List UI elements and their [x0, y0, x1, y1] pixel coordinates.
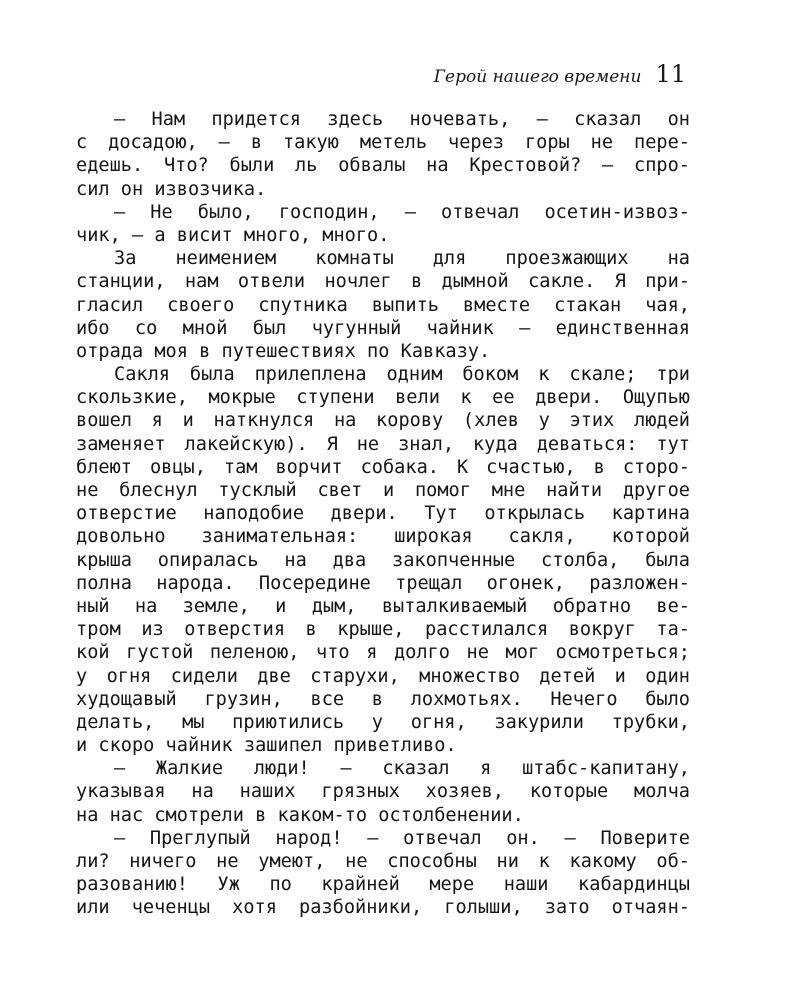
text-line: — Жалкие люди! — сказал я штабс-капитану, [114, 758, 690, 780]
text-line: — Преглупый народ! — отвечал он. — Поверите [114, 827, 690, 849]
text-line: За неимением комнаты для проезжающих на [114, 248, 690, 270]
text-line: — Нам придется здесь ночевать, — сказал он [114, 109, 690, 130]
text-line: крыша опиралась на два закопченные столба, была [76, 549, 690, 571]
text-line: гласил своего спутника выпить вместе стакан чая, [76, 294, 690, 316]
text-line: или чеченцы хотя разбойники, голыши, зато отчаян- [76, 897, 690, 919]
text-line: чик, — а висит много, много. [76, 224, 390, 246]
text-line: отверстие наподобие двери. Тут открылась картина [76, 503, 690, 525]
text-line: указывая на наших грязных хозяев, которые молча [76, 781, 690, 803]
text-line: на нас смотрели в каком-то остолбенении. [76, 804, 524, 826]
text-line: у огня сидели две старухи, множество детей и один [76, 665, 690, 687]
text-line: с досадою, — в такую метель через горы не пере- [76, 132, 690, 154]
text-line: вошел я и наткнулся на корову (хлев у этих людей [76, 410, 690, 432]
page-number: 11 [655, 60, 686, 88]
page-text [76, 108, 690, 920]
text-line: не блеснул тусклый свет и помог мне найти другое [76, 480, 690, 501]
text-line: отрада моя в путешествиях по Кавказу. [76, 340, 491, 362]
text-line: ный на земле, и дым, выталкиваемый обратно ве- [76, 595, 690, 617]
text-line: худощавый грузин, все в лохмотьях. Нечего было [76, 688, 690, 710]
running-title: Герой нашего времени [433, 67, 642, 87]
text-line: едешь. Что? были ль обвалы на Крестовой? — спро- [76, 155, 690, 177]
text-line: сил он извозчика. [76, 178, 267, 200]
text-line: тром из отверстия в крыше, расстилался вокруг та- [76, 619, 690, 641]
page-header [434, 60, 686, 88]
text-line: заменяет лакейскую). Я не знал, куда деваться: тут [76, 433, 690, 455]
text-line: делать, мы приютились у огня, закурили трубки, [76, 711, 690, 733]
text-line: — Не было, господин, — отвечал осетин-извоз- [114, 201, 690, 223]
text-line: ибо со мной был чугунный чайник — единственная [76, 317, 690, 339]
text-line: ли? ничего не умеют, не способны ни к какому об- [76, 851, 690, 872]
text-line: довольно занимательная: широкая сакля, которой [76, 526, 690, 548]
text-line: кой густой пеленою, что я долго не мог осмотреться; [76, 642, 690, 664]
text-line: блеют овцы, там ворчит собака. К счастью, в сторо- [76, 456, 690, 478]
text-line: скользкие, мокрые ступени вели к ее двери. Ощупью [76, 387, 690, 409]
text-line: станции, нам отвели ночлег в дымной сакле. Я при- [76, 271, 690, 293]
text-line: и скоро чайник зашипел приветливо. [76, 735, 457, 757]
text-line: разованию! Уж по крайней мере наши кабардинцы [76, 874, 690, 896]
text-line: Сакля была прилеплена одним боком к скале; три [114, 364, 690, 386]
text-line: полна народа. Посередине трещал огонек, разложен- [76, 572, 690, 594]
